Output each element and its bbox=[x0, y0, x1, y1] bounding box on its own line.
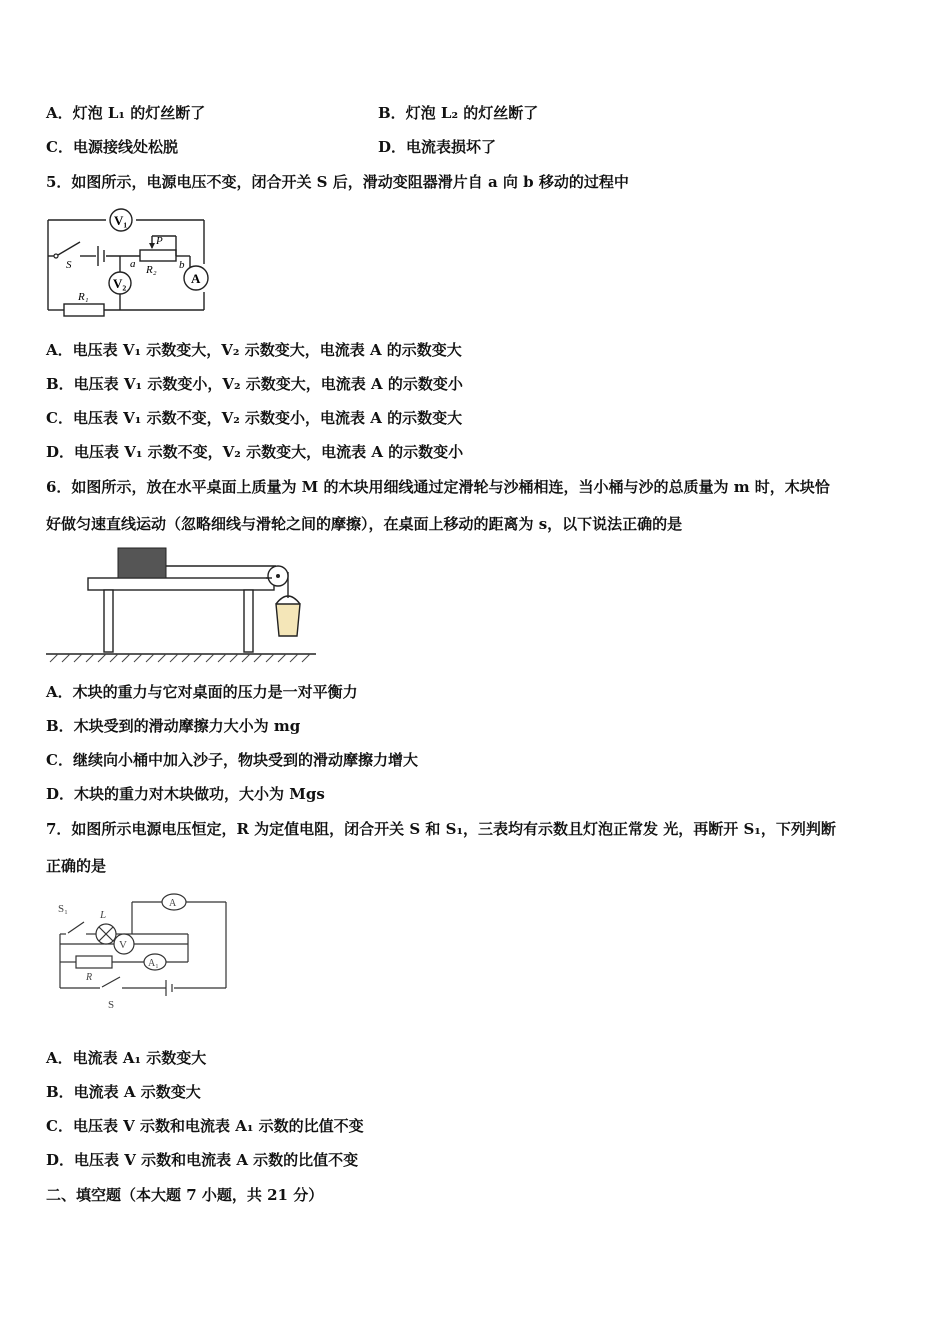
q6-stem-line2: 好做匀速直线运动（忽略细线与滑轮之间的摩擦），在桌面上移动的距离为 s，以下说法正确的是 bbox=[46, 515, 683, 533]
q5-option-d: D．电压表 V₁ 示数不变，V₂ 示数变大，电流表 A 的示数变小 bbox=[46, 443, 464, 461]
q7-ammeter1-label: A₁ bbox=[148, 958, 159, 969]
q5-point-b: b bbox=[179, 259, 185, 271]
q7-stem-line1: 7．如图所示电源电压恒定，R 为定值电阻，闭合开关 S 和 S₁，三表均有示数且灯泡正常发 光，再断开 S₁，下列判断 bbox=[46, 820, 836, 838]
q5-slider-label: P bbox=[156, 235, 163, 247]
q6-option-d: D．木块的重力对木块做功，大小为 Mgs bbox=[46, 785, 325, 803]
q7-lamp-label: L bbox=[100, 909, 107, 921]
q4-option-a: A．灯泡 L₁ 的灯丝断了 bbox=[46, 104, 206, 122]
q5-v2-label: V₂ bbox=[113, 276, 127, 291]
q5-option-a: A．电压表 V₁ 示数变大，V₂ 示数变大，电流表 A 的示数变大 bbox=[46, 341, 462, 359]
q7-s1-label: S₁ bbox=[58, 903, 68, 915]
q6-option-b: B．木块受到的滑动摩擦力大小为 mg bbox=[46, 717, 301, 735]
q5-option-c: C．电压表 V₁ 示数不变，V₂ 示数变小，电流表 A 的示数变大 bbox=[46, 409, 463, 427]
q4-option-c: C．电源接线处松脱 bbox=[46, 138, 178, 156]
q7-circuit-diagram bbox=[50, 888, 240, 1014]
q5-v1-label: V₁ bbox=[114, 213, 128, 228]
q5-switch-label: S bbox=[66, 259, 72, 271]
q6-option-a: A．木块的重力与它对桌面的压力是一对平衡力 bbox=[46, 683, 358, 701]
section-2-heading: 二、填空题（本大题 7 小题，共 21 分） bbox=[46, 1186, 324, 1204]
q7-option-d: D．电压表 V 示数和电流表 A 示数的比值不变 bbox=[46, 1151, 359, 1169]
q7-switch-label: S bbox=[108, 999, 115, 1011]
q5-r1-label: R₁ bbox=[78, 291, 89, 303]
q5-ammeter-label: A bbox=[191, 271, 201, 286]
q5-point-a: a bbox=[130, 258, 136, 270]
q7-voltmeter-label: V bbox=[119, 939, 127, 951]
q7-ammeter-label: A bbox=[169, 898, 177, 909]
q4-option-d: D．电流表损坏了 bbox=[378, 138, 497, 156]
q5-option-b: B．电压表 V₁ 示数变小，V₂ 示数变大，电流表 A 的示数变小 bbox=[46, 375, 463, 393]
q6-option-c: C．继续向小桶中加入沙子，物块受到的滑动摩擦力增大 bbox=[46, 751, 418, 769]
q7-resistor-label: R bbox=[86, 972, 93, 983]
q5-stem: 5．如图所示，电源电压不变，闭合开关 S 后，滑动变阻器滑片自 a 向 b 移动的过程中 bbox=[46, 173, 629, 191]
q7-option-a: A．电流表 A₁ 示数变大 bbox=[46, 1049, 207, 1067]
q7-option-b: B．电流表 A 示数变大 bbox=[46, 1083, 201, 1101]
q5-r2-label: R₂ bbox=[146, 264, 157, 276]
q7-option-c: C．电压表 V 示数和电流表 A₁ 示数的比值不变 bbox=[46, 1117, 364, 1135]
q6-pulley-diagram bbox=[44, 542, 320, 666]
q6-stem-line1: 6．如图所示，放在水平桌面上质量为 M 的木块用细线通过定滑轮与沙桶相连，当小桶与沙的总质量为 m 时，木块恰 bbox=[46, 478, 830, 496]
q4-option-b: B．灯泡 L₂ 的灯丝断了 bbox=[378, 104, 539, 122]
q5-circuit-diagram bbox=[44, 202, 214, 320]
q7-stem-line2: 正确的是 bbox=[46, 857, 107, 875]
